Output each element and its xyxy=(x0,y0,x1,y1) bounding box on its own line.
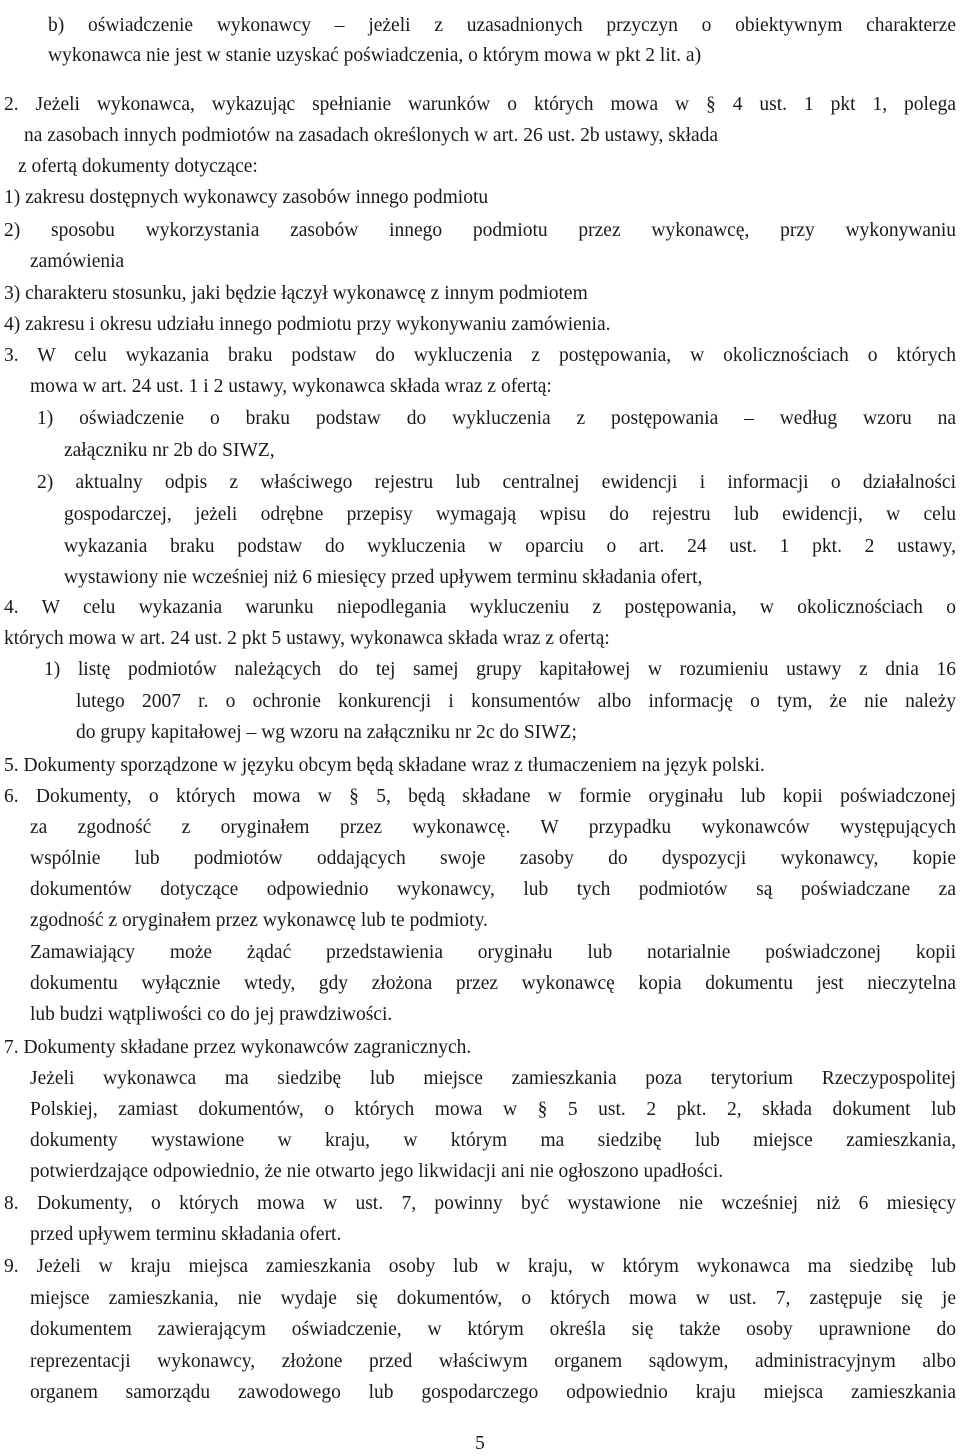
text-line: 9. Jeżeli w kraju miejsca zamieszkania osoby lub w kraju, w którym wykonawca ma siedzibę lub xyxy=(4,1256,956,1277)
text-line: Jeżeli wykonawca ma siedzibę lub miejsce zamieszkania poza terytorium Rzeczypospolitej xyxy=(30,1068,956,1089)
text-line: 8. Dokumenty, o których mowa w ust. 7, powinny być wystawione nie wcześniej niż 6 miesięcy xyxy=(4,1193,956,1214)
text-line: dokumentu wyłącznie wtedy, gdy złożona przez wykonawcę kopia dokumentu jest nieczytelna xyxy=(30,973,956,994)
text-line: lutego 2007 r. o ochronie konkurencji i konsumentów albo informację o tym, że nie należy xyxy=(76,691,956,712)
text-line: 6. Dokumenty, o których mowa w § 5, będą składane w formie oryginału lub kopii poświadczonej xyxy=(4,786,956,807)
text-line: załączniku nr 2b do SIWZ, xyxy=(64,440,275,461)
text-line: 2. Jeżeli wykonawca, wykazując spełnianie warunków o których mowa w § 4 ust. 1 pkt 1, polega xyxy=(4,94,956,115)
text-line: których mowa w art. 24 ust. 2 pkt 5 ustawy, wykonawca składa wraz z ofertą: xyxy=(4,628,610,649)
text-line: 2) aktualny odpis z właściwego rejestru lub centralnej ewidencji i informacji o działalności xyxy=(37,472,956,493)
text-line: wystawiony nie wcześniej niż 6 miesięcy przed upływem terminu składania ofert, xyxy=(64,567,703,588)
text-line: organem samorządu zawodowego lub gospodarczego odpowiednio kraju miejsca zamieszkania xyxy=(30,1382,956,1403)
text-line: przed upływem terminu składania ofert. xyxy=(30,1224,342,1245)
text-line: za zgodność z oryginałem przez wykonawcę. W przypadku wykonawców występujących xyxy=(30,817,956,838)
text-line: 1) oświadczenie o braku podstaw do wykluczenia z postępowania – według wzoru na xyxy=(37,408,956,429)
text-line: z ofertą dokumenty dotyczące: xyxy=(18,156,258,177)
text-line: 4. W celu wykazania warunku niepodlegania wykluczeniu z postępowania, w okolicznościach o xyxy=(4,597,956,618)
text-line: 4) zakresu i okresu udziału innego podmiotu przy wykonywaniu zamówienia. xyxy=(4,314,611,335)
text-line: Zamawiający może żądać przedstawienia oryginału lub notarialnie poświadczonej kopii xyxy=(30,942,956,963)
text-line: wykonawca nie jest w stanie uzyskać poświadczenia, o którym mowa w pkt 2 lit. a) xyxy=(48,45,702,66)
text-line: 7. Dokumenty składane przez wykonawców zagranicznych. xyxy=(4,1037,472,1058)
text-line: 5. Dokumenty sporządzone w języku obcym będą składane wraz z tłumaczeniem na język polski. xyxy=(4,755,765,776)
text-line: dokumentem zawierającym oświadczenie, w którym określa się także osoby uprawnione do xyxy=(30,1319,956,1340)
text-line: 1) zakresu dostępnych wykonawcy zasobów innego podmiotu xyxy=(4,187,489,208)
text-line: do grupy kapitałowej – wg wzoru na załączniku nr 2c do SIWZ; xyxy=(76,722,577,743)
text-line: 1) listę podmiotów należących do tej samej grupy kapitałowej w rozumieniu ustawy z dnia 16 xyxy=(44,659,956,680)
text-line: reprezentacji wykonawcy, złożone przed właściwym organem sądowym, administracyjnym albo xyxy=(30,1351,956,1372)
text-line: 2) sposobu wykorzystania zasobów innego podmiotu przez wykonawcę, przy wykonywaniu xyxy=(4,220,956,241)
text-line: dokumentów dotyczące odpowiednio wykonawcy, lub tych podmiotów są poświadczane za xyxy=(30,879,956,900)
text-line: zamówienia xyxy=(30,251,125,272)
page-number: 5 xyxy=(475,1433,485,1454)
text-line: dokumenty wystawione w kraju, w którym ma siedzibę lub miejsce zamieszkania, xyxy=(30,1130,956,1151)
text-line: miejsce zamieszkania, nie wydaje się dokumentów, o których mowa w ust. 7, zastępuje się je xyxy=(30,1288,956,1309)
text-line: Polskiej, zamiast dokumentów, o których mowa w § 5 ust. 2 pkt. 2, składa dokument lub xyxy=(30,1099,956,1120)
text-line: wykazania braku podstaw do wykluczenia w oparciu o art. 24 ust. 1 pkt. 2 ustawy, xyxy=(64,536,956,557)
text-line: b) oświadczenie wykonawcy – jeżeli z uzasadnionych przyczyn o obiektywnym charakterze xyxy=(48,15,956,36)
text-line: 3. W celu wykazania braku podstaw do wykluczenia z postępowania, w okolicznościach o których xyxy=(4,345,956,366)
text-line: gospodarczej, jeżeli odrębne przepisy wymagają wpisu do rejestru lub ewidencji, w celu xyxy=(64,504,956,525)
text-line: zgodność z oryginałem przez wykonawcę lub te podmioty. xyxy=(30,910,488,931)
text-line: 3) charakteru stosunku, jaki będzie łączył wykonawcę z innym podmiotem xyxy=(4,283,588,304)
text-line: lub budzi wątpliwości co do jej prawdziwości. xyxy=(30,1004,393,1025)
text-line: potwierdzające odpowiednio, że nie otwarto jego likwidacji ani nie ogłoszono upadłości. xyxy=(30,1161,724,1182)
text-line: mowa w art. 24 ust. 1 i 2 ustawy, wykonawca składa wraz z ofertą: xyxy=(30,376,552,397)
text-line: na zasobach innych podmiotów na zasadach określonych w art. 26 ust. 2b ustawy, składa xyxy=(24,125,719,146)
text-line: wspólnie lub podmiotów oddających swoje zasoby do dyspozycji wykonawcy, kopie xyxy=(30,848,956,869)
